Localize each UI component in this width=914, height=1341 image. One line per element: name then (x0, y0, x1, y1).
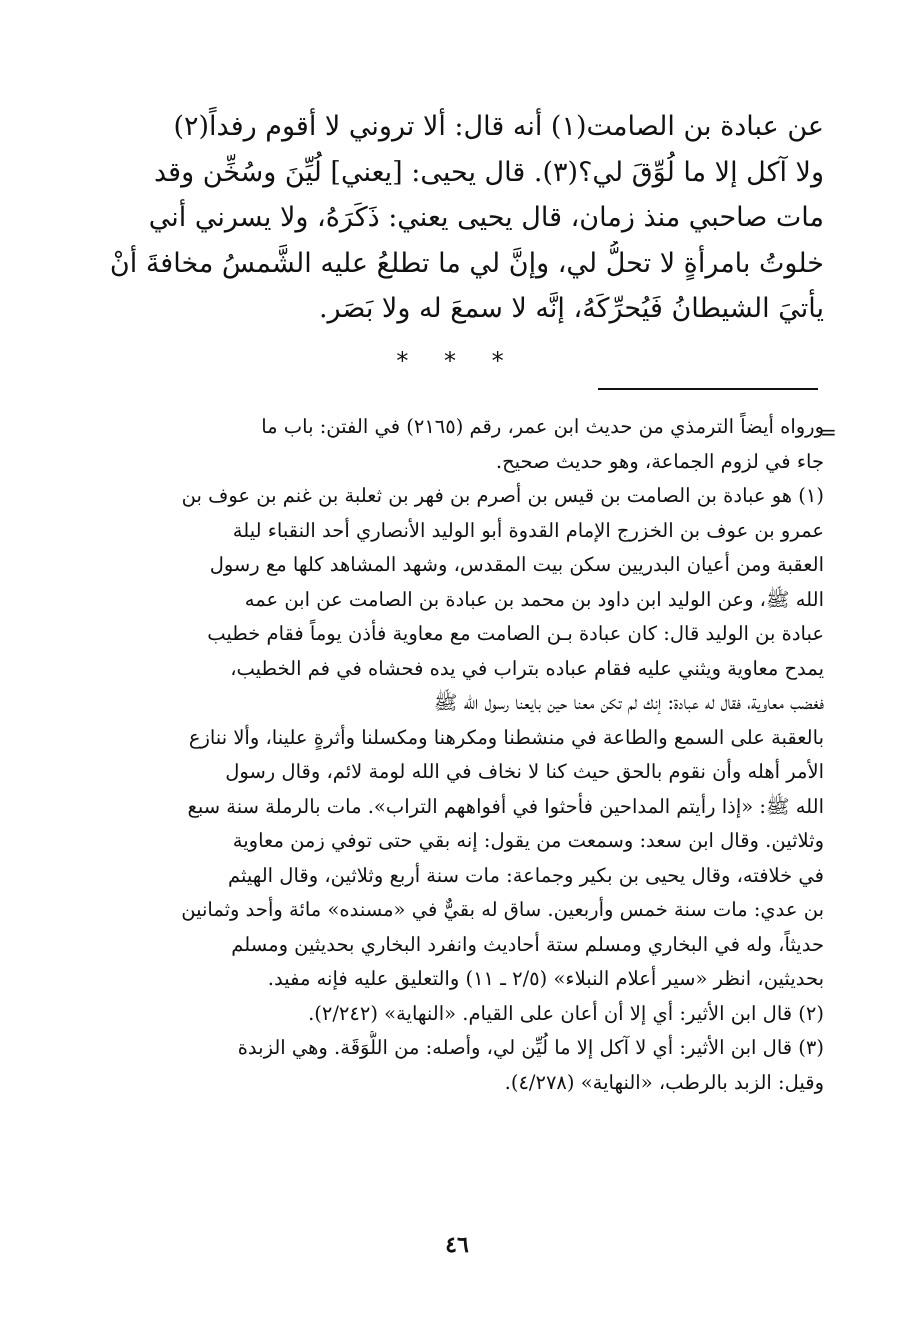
footnote-line: بالعقبة على السمع والطاعة في منشطنا ومكرهنا ومكسلنا وأثرةٍ علينا، وألا ننازع (188, 725, 824, 749)
main-text-line: يأتيَ الشيطانُ فَيُحرِّكَهُ، إنَّه لا سمعَ له ولا بَصَر. (318, 293, 824, 324)
footnote-line: (٢) قال ابن الأثير: أي إلا أن أعان على القيام. «النهاية» (٢/٢٤٢). (308, 1001, 824, 1025)
footnote-line: عبادة بن الوليد قال: كان عبادة بـن الصامت مع معاوية فأذن يوماً فقام خطيب (207, 622, 824, 645)
footnote-line: يمدح معاوية ويثني عليه فقام عباده بتراب في يده فحشاه في فم الخطيب، (230, 656, 824, 680)
main-text-line: ولا آكل إلا ما لُوِّقَ لي؟(٣). قال يحيى: [يعني] لُيِّنَ وسُخِّن وقد (154, 156, 824, 188)
main-text-block (108, 104, 824, 332)
footnote-line: وقيل: الزبد بالرطب، «النهاية» (٤/٢٧٨). (504, 1070, 824, 1094)
footnote-line: (١) هو عبادة بن الصامت بن قيس بن أصرم بن فهر بن ثعلبة بن غنم بن عوف بن (181, 484, 824, 507)
footnote-rule (598, 388, 818, 390)
footnotes-block (118, 410, 824, 1100)
page-number: ٤٦ (445, 1232, 469, 1258)
footnote-line: بحديثين، انظر «سير أعلام النبلاء» (٢/٥ ـ ١١) والتعليق عليه فإنه مفيد. (267, 967, 824, 990)
main-text-line: عن عبادة بن الصامت(١) أنه قال: ألا تروني لا أقوم رفداً(٢) (173, 111, 824, 142)
footnote-line: (٣) قال ابن الأثير: أي لا آكل إلا ما لُيِّن لي، وأصله: من اللُّوَقَة. وهي الزبدة (237, 1036, 824, 1059)
footnote-line: العقبة ومن أعيان البدريين سكن بيت المقدس، وشهد المشاهد كلها مع رسول (209, 553, 824, 576)
footnote-line: في خلافته، وقال يحيى بن بكير وجماعة: مات سنة أربع وثلاثين، وقال الهيثم (228, 863, 824, 887)
footnote-line: بن عدي: مات سنة خمس وأربعين. ساق له بقيٌّ في «مسنده» مائة وأحد وثمانين (181, 898, 824, 921)
main-text-line: خلوتُ بامرأةٍ لا تحلُّ لي، وإنَّ لي ما تطلعُ عليه الشَّمسُ مخافةَ أنْ (109, 247, 824, 279)
main-text-line: مات صاحبي منذ زمان، قال يحيى يعني: ذَكَرَهُ، ولا يسرني أني (148, 202, 824, 233)
footnote-line: حديثاً، وله في البخاري ومسلم ستة أحاديث وانفرد البخاري بحديثين ومسلم (231, 932, 824, 956)
footnote-line: عمرو بن عوف بن الخزرج الإمام القدوة أبو الوليد الأنصاري أحد النقباء ليلة (232, 518, 824, 542)
footnote-continuation-marker: = (820, 420, 837, 444)
footnote-line: فغضب معاوية، فقال له عبادة: إنك لم تكن معنا حين بايعنا رسول الله ﷺ (433, 691, 824, 714)
section-separator: * * * (396, 347, 518, 375)
footnote-line: الله ﷺ، وعن الوليد ابن داود بن محمد بن عبادة بن الصامت عن ابن عمه (244, 587, 824, 611)
footnote-line: الله ﷺ: «إذا رأيتم المداحين فأحثوا في أفواههم التراب». مات بالرملة سنة سبع (187, 794, 824, 818)
footnote-line: جاء في لزوم الجماعة، وهو حديث صحيح. (495, 449, 824, 473)
footnote-line: وثلاثين. وقال ابن سعد: وسمعت من يقول: إنه بقي حتى توفي زمن معاوية (232, 829, 824, 852)
footnote-line: الأمر أهله وأن نقوم بالحق حيث كنا لا نخاف في الله لومة لائم، وقال رسول (225, 760, 824, 783)
footnote-line: ورواه أيضاً الترمذي من حديث ابن عمر، رقم (٢١٦٥) في الفتن: باب ما (261, 415, 824, 438)
